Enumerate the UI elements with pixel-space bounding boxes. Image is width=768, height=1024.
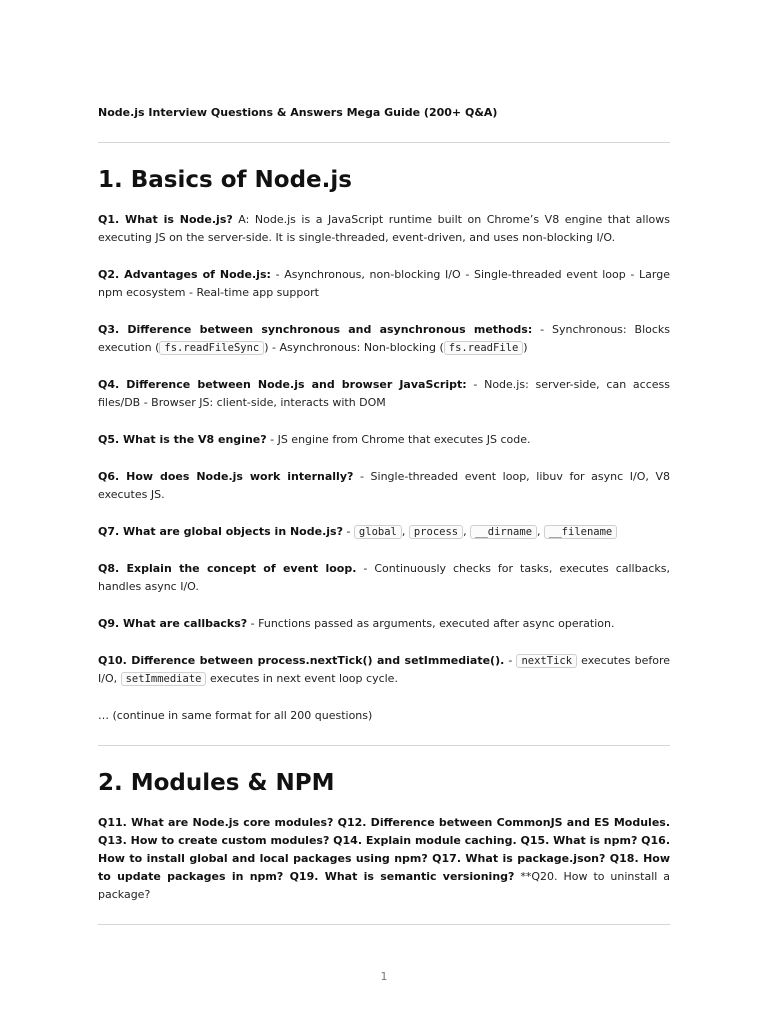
answer: - Node.js: server-side, can access files/DB - Browser JS: client-side, interacts with DOM: [98, 378, 670, 409]
question: Q3. Difference between synchronous and asynchronous methods:: [98, 323, 533, 336]
answer: ): [523, 341, 528, 354]
qa-item-q6: [98, 468, 670, 504]
question: Q2. Advantages of Node.js:: [98, 268, 271, 281]
answer: ) - Asynchronous: Non-blocking (: [264, 341, 444, 354]
page-number: 1: [380, 970, 388, 983]
qa-item-q5: [98, 431, 670, 449]
qa-item-q8: [98, 560, 670, 596]
document-content: [98, 104, 670, 925]
answer: - Single-threaded event loop, libuv for async I/O, V8 executes JS.: [98, 470, 671, 501]
question: Q9. What are callbacks?: [98, 617, 248, 630]
inline-code: global: [354, 525, 402, 539]
question: Q7. What are global objects in Node.js?: [98, 525, 343, 538]
qa-item-q2: [98, 266, 670, 302]
divider: [98, 924, 670, 925]
answer: executes in next event loop cycle.: [206, 672, 398, 685]
answer: - Synchronous: Blocks execution (: [98, 323, 670, 354]
answer: - Asynchronous, non-blocking I/O - Single-threaded event loop - Large npm ecosystem - Real-time app support: [98, 268, 670, 299]
inline-code: setImmediate: [121, 672, 207, 686]
question: Q6. How does Node.js work internally?: [98, 470, 354, 483]
continue-note: … (continue in same format for all 200 questions): [98, 709, 373, 722]
answer: A: Node.js is a JavaScript runtime built on Chrome’s V8 engine that allows executing JS on the server-side. It is single-threaded, event-driven, and uses non-blocking I/O.: [98, 213, 670, 244]
section-heading-modules: 2. Modules & NPM: [98, 770, 335, 796]
answer: -: [342, 525, 354, 538]
question: Q5. What is the V8 engine?: [98, 433, 267, 446]
divider: [98, 745, 670, 746]
inline-code: __dirname: [470, 525, 537, 539]
qa-item-q3: [98, 321, 670, 357]
qa-item-q4: [98, 376, 670, 412]
separator: ,: [537, 525, 545, 538]
question-list-tail: **Q20. How to uninstall a package?: [98, 870, 671, 901]
section-heading-basics: 1. Basics of Node.js: [98, 167, 352, 193]
answer: -: [504, 654, 517, 667]
separator: ,: [463, 525, 471, 538]
divider: [98, 142, 670, 143]
inline-code: nextTick: [516, 654, 577, 668]
inline-code: fs.readFile: [444, 341, 524, 355]
qa-item-q1: [98, 211, 670, 247]
answer: - Continuously checks for tasks, executes callbacks, handles async I/O.: [98, 562, 670, 593]
question: Q8. Explain the concept of event loop.: [98, 562, 357, 575]
inline-code: fs.readFileSync: [159, 341, 264, 355]
question-list: Q11. What are Node.js core modules? Q12. Difference between CommonJS and ES Modules. Q13. How to create custom modules? Q14. Explain module caching. Q15. What is npm? Q16. How to install global and local packages using npm? Q17. What is package.json? Q18. How to update packages in npm? Q19. What is semantic versioning?: [98, 816, 671, 883]
question: Q1. What is Node.js?: [98, 213, 233, 226]
question: Q10. Difference between process.nextTick() and setImmediate().: [98, 654, 505, 667]
question: Q4. Difference between Node.js and browser JavaScript:: [98, 378, 467, 391]
qa-item-q10: [98, 652, 670, 688]
answer: - JS engine from Chrome that executes JS code.: [266, 433, 531, 446]
answer: executes before I/O,: [98, 654, 670, 685]
modules-question-list: [98, 814, 670, 904]
inline-code: __filename: [544, 525, 617, 539]
inline-code: process: [409, 525, 463, 539]
qa-item-q7: [98, 523, 670, 541]
separator: ,: [401, 525, 409, 538]
answer: - Functions passed as arguments, executed after async operation.: [247, 617, 615, 630]
document-title: Node.js Interview Questions & Answers Mega Guide (200+ Q&A): [98, 106, 498, 119]
qa-item-q9: [98, 615, 670, 633]
